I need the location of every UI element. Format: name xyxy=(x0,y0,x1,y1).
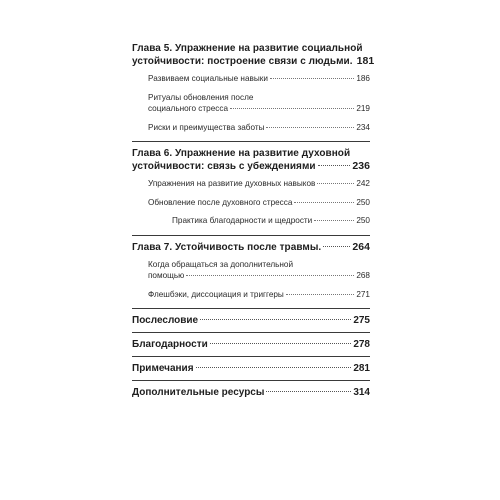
dot-leader xyxy=(318,165,351,166)
toc-acknowledgements[interactable] xyxy=(132,338,370,351)
page-number: 234 xyxy=(356,122,370,132)
chapter-title-line: Глава 6. Упражнение на развитие духовной xyxy=(132,148,351,159)
toc-item[interactable] xyxy=(148,92,370,115)
page-number: 186 xyxy=(356,74,370,83)
page-number: 250 xyxy=(356,216,370,225)
toc-item[interactable] xyxy=(148,289,370,301)
toc-item-label: Риски и преимущества заботы xyxy=(148,122,265,132)
page-number: 242 xyxy=(356,179,370,188)
chapter-title-line: устойчивости: построение связи с людьми. xyxy=(132,56,353,67)
toc-item[interactable] xyxy=(148,178,370,190)
toc-item[interactable] xyxy=(172,215,370,227)
toc-item-label: Примечания xyxy=(132,363,194,374)
dot-leader xyxy=(210,343,352,344)
toc-item-label: Дополнительные ресурсы xyxy=(132,387,265,398)
dot-leader xyxy=(270,78,354,79)
chapter-title-line: Глава 7. Устойчивость после травмы. xyxy=(132,241,322,253)
toc-item[interactable] xyxy=(148,73,370,85)
toc-item-label: Когда обращаться за дополнительной xyxy=(148,259,294,269)
table-of-contents xyxy=(132,42,375,399)
toc-item-label: Развиваем социальные навыки xyxy=(148,74,268,83)
toc-item-label: Флешбэки, диссоциация и триггеры xyxy=(148,289,284,299)
toc-item-label: Благодарности xyxy=(132,339,208,350)
page-number: 314 xyxy=(353,387,370,398)
toc-item-label: Практика благодарности и щедрости xyxy=(172,216,313,225)
toc-chapter-6[interactable] xyxy=(132,147,370,173)
dot-leader xyxy=(286,294,355,295)
dot-leader xyxy=(317,183,354,184)
dot-leader xyxy=(200,319,351,320)
toc-item-label: Послесловие xyxy=(132,315,199,326)
dot-leader xyxy=(196,367,352,368)
page-number: 264 xyxy=(352,240,370,253)
toc-item-label: Обновление после духовного стресса xyxy=(148,197,293,207)
toc-additional-resources[interactable] xyxy=(132,386,370,399)
dot-leader xyxy=(266,391,351,392)
toc-notes[interactable] xyxy=(132,362,370,375)
page-number: 278 xyxy=(353,339,370,350)
toc-chapter-5[interactable] xyxy=(132,42,375,68)
chapter-title-line: Глава 5. Упражнение на развитие социальной xyxy=(132,43,363,54)
dot-leader xyxy=(294,202,354,203)
dot-leader xyxy=(314,220,354,221)
toc-afterword[interactable] xyxy=(132,314,370,327)
page-number: 271 xyxy=(356,289,370,299)
toc-item[interactable] xyxy=(148,259,370,282)
page-number: 219 xyxy=(356,104,370,113)
toc-item-label: социального стресса xyxy=(148,104,228,113)
toc-item[interactable] xyxy=(148,122,370,134)
page-number: 181 xyxy=(356,55,375,67)
dot-leader xyxy=(266,127,354,128)
page-number: 268 xyxy=(356,271,370,280)
toc-item-label: Упражнения на развитие духовных навыков xyxy=(148,179,316,188)
toc-item-label: помощью xyxy=(148,271,185,280)
chapter-title-line: устойчивости: связь с убеждениями xyxy=(132,161,316,172)
page-number: 236 xyxy=(352,160,370,172)
dot-leader xyxy=(186,275,354,276)
page-number: 275 xyxy=(353,315,370,326)
dot-leader xyxy=(323,246,350,247)
dot-leader xyxy=(230,108,354,109)
toc-item-label: Ритуалы обновления после xyxy=(148,92,254,102)
toc-item[interactable] xyxy=(148,197,370,209)
toc-chapter-7[interactable] xyxy=(132,241,370,254)
page-number: 281 xyxy=(353,363,370,374)
page-number: 250 xyxy=(356,197,370,207)
